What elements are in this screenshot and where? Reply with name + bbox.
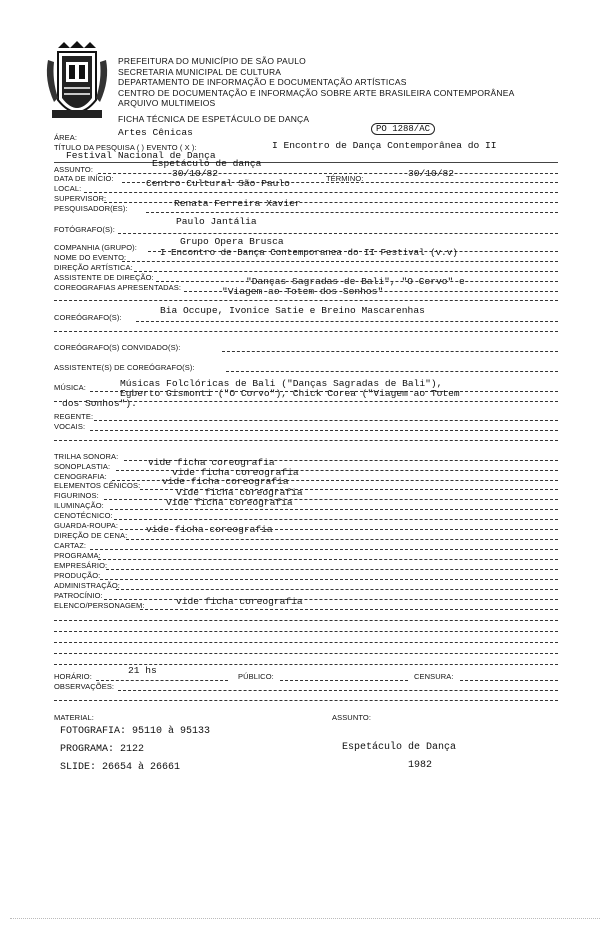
- musica-value-line2: Egberto Gismonti ("O Corvo"), Chick Corea ("Viagem ao Totem: [120, 388, 460, 399]
- direcao-artistica-label: DIREÇÃO ARTÍSTICA:: [54, 263, 133, 272]
- header-line: PREFEITURA DO MUNICÍPIO DE SÃO PAULO: [118, 56, 306, 66]
- termino-value: 30/10/82: [408, 168, 455, 179]
- elenco-value: vide ficha coreografia: [176, 596, 303, 607]
- elementos-label: ELEMENTOS CÊNICOS:: [54, 481, 141, 490]
- fotografia-entry: FOTOGRAFIA: 95110 à 95133: [60, 726, 211, 737]
- horario-label: HORÁRIO:: [54, 672, 92, 681]
- pesquisadores-label: PESQUISADOR(ES):: [54, 204, 128, 213]
- rule: [140, 609, 558, 610]
- censura-label: CENSURA:: [414, 672, 454, 681]
- catalog-stamp: PO 1288/AC: [371, 123, 435, 135]
- rule: [120, 529, 558, 530]
- musica-value-line3: dos Sonhos").: [62, 398, 137, 409]
- patrocinio-label: PATROCÍNIO:: [54, 591, 103, 600]
- rule: [54, 620, 558, 621]
- termino-label: TÉRMINO:: [326, 174, 364, 183]
- companhia-label: COMPANHIA (GRUPO):: [54, 243, 137, 252]
- titulo-value-line2: Festival Nacional de Dança: [66, 150, 216, 161]
- data-inicio-label: DATA DE INÍCIO:: [54, 174, 114, 183]
- elenco-label: ELENCO/PERSONAGEM:: [54, 601, 145, 610]
- header-line: DEPARTAMENTO DE INFORMAÇÃO E DOCUMENTAÇÃO ARTÍSTICAS: [118, 77, 407, 87]
- observacoes-label: OBSERVAÇÕES:: [54, 682, 115, 691]
- rule: [96, 680, 228, 681]
- programa-label: PROGRAMA:: [54, 551, 101, 560]
- local-value: Centro Cultural São Paulo: [146, 178, 290, 189]
- sonoplastia-value: vide ficha coreografia: [148, 457, 275, 468]
- rule: [84, 192, 558, 193]
- rule: [118, 233, 558, 234]
- rule: [90, 430, 558, 431]
- producao-label: PRODUÇÃO:: [54, 571, 101, 580]
- rule: [280, 680, 408, 681]
- assunto-value: Espetáculo de dança: [152, 158, 262, 169]
- rule: [54, 653, 558, 654]
- publico-label: PÚBLICO:: [238, 672, 274, 681]
- rule: [118, 690, 558, 691]
- rule: [156, 281, 558, 282]
- programa-entry: PROGRAMA: 2122: [60, 744, 145, 755]
- companhia-value: Grupo Opera Brusca: [180, 236, 284, 247]
- slide-entry: SLIDE: 26654 à 26661: [60, 762, 181, 773]
- supervisor-label: SUPERVISOR:: [54, 194, 107, 203]
- coreografo-value: Bia Occupe, Ivonice Satie e Breino Mascarenhas: [160, 305, 425, 316]
- rule: [126, 539, 558, 540]
- cenografia-value: vide ficha coreografia: [172, 467, 299, 478]
- rule: [54, 331, 558, 332]
- assistente-coreografo-label: ASSISTENTE(S) DE COREÓGRAFO(S):: [54, 363, 195, 372]
- assunto2-label: ASSUNTO:: [332, 713, 372, 722]
- figurinos-value: vide ficha coreografia: [176, 487, 303, 498]
- vocais-label: VOCAIS:: [54, 422, 86, 431]
- assistente-direcao-label: ASSISTENTE DE DIREÇÃO:: [54, 273, 154, 282]
- coreografias-label: COREOGRAFIAS APRESENTADAS:: [54, 283, 182, 292]
- header-block: [118, 56, 514, 109]
- rule: [54, 700, 558, 701]
- material-label: MATERIAL:: [54, 713, 94, 722]
- rule: [222, 351, 558, 352]
- coreografias-value-line2: "Viagem ao Totem dos Sonhos": [222, 286, 384, 297]
- cartaz-label: CARTAZ:: [54, 541, 87, 550]
- area-value: Artes Cênicas: [118, 127, 193, 138]
- iluminacao-value: vide ficha coreografia: [166, 497, 293, 508]
- rule: [116, 589, 558, 590]
- figurinos-label: FIGURINOS:: [54, 491, 99, 500]
- rule: [98, 559, 558, 560]
- elementos-value: vide ficha coreografia: [162, 476, 289, 487]
- administracao-label: ADMINISTRAÇÃO:: [54, 581, 120, 590]
- titulo-value-line1: I Encontro de Dança Contemporânea do II: [272, 140, 497, 151]
- coreografos-convidados-label: COREÓGRAFO(S) CONVIDADO(S):: [54, 343, 181, 352]
- rule: [54, 300, 558, 301]
- guarda-roupa-value: vide ficha coreografia: [146, 524, 273, 535]
- header-line: SECRETARIA MUNICIPAL DE CULTURA: [118, 66, 282, 77]
- data-inicio-value: 30/10/82: [172, 168, 219, 179]
- coreografo-label: COREÓGRAFO(S):: [54, 313, 122, 322]
- direcao-cena-label: DIREÇÃO DE CENA:: [54, 531, 128, 540]
- horario-value: 21 hs: [128, 665, 157, 676]
- rule: [110, 509, 558, 510]
- rule: [54, 440, 558, 441]
- area-label: ÁREA:: [54, 133, 78, 142]
- rule: [136, 321, 558, 322]
- rule: [184, 291, 558, 292]
- rule: [226, 371, 558, 372]
- rule: [54, 642, 558, 643]
- local-label: LOCAL:: [54, 184, 82, 193]
- rule: [460, 680, 558, 681]
- titulo-label: TÍTULO DA PESQUISA ( ) EVENTO ( X ):: [54, 143, 197, 152]
- rule: [90, 549, 558, 550]
- sonoplastia-label: SONOPLASTIA:: [54, 462, 111, 471]
- rule: [100, 579, 558, 580]
- header-line: ARQUIVO MULTIMEIOS: [118, 98, 216, 108]
- scan-edge: [10, 918, 600, 919]
- rule: [122, 261, 558, 262]
- form-title: FICHA TÉCNICA DE ESPETÁCULO DE DANÇA: [118, 114, 310, 124]
- rule: [90, 391, 558, 392]
- trilha-label: TRILHA SONORA:: [54, 452, 119, 461]
- nome-evento-label: NOME DO EVENTO:: [54, 253, 127, 262]
- assunto-label: ASSUNTO:: [54, 165, 94, 174]
- ano-entry: 1982: [408, 760, 433, 771]
- rule: [134, 271, 558, 272]
- rule: [54, 631, 558, 632]
- fotografo-label: FOTÓGRAFO(S):: [54, 225, 115, 234]
- rule: [94, 420, 558, 421]
- rule: [104, 599, 558, 600]
- rule: [106, 569, 558, 570]
- rule: [54, 162, 558, 163]
- iluminacao-label: ILUMINAÇÃO:: [54, 501, 104, 510]
- musica-value-line1: Músicas Folclóricas de Bali ("Danças Sagradas de Bali"),: [120, 378, 443, 389]
- coreografias-value-line1: "Danças Sagradas de Bali", "O Corvo" e: [246, 276, 465, 287]
- fotografo-value: Paulo Jantália: [176, 216, 257, 227]
- rule: [54, 401, 558, 402]
- musica-label: MÚSICA:: [54, 383, 86, 392]
- nome-evento-value: I Encontro de Dança Contemporanea do II Festival (v.v): [160, 247, 458, 258]
- cenografia-label: CENOGRAFIA:: [54, 472, 107, 481]
- regente-label: REGENTE:: [54, 412, 94, 421]
- rule: [114, 519, 558, 520]
- assunto-entry: Espetáculo de Dança: [342, 742, 457, 753]
- rule: [146, 212, 558, 213]
- empresario-label: EMPRESÁRIO:: [54, 561, 108, 570]
- coat-of-arms-logo: [44, 40, 110, 128]
- rule: [104, 202, 558, 203]
- header-line: CENTRO DE DOCUMENTAÇÃO E INFORMAÇÃO SOBRE ARTE BRASILEIRA CONTEMPORÂNEA: [118, 87, 515, 98]
- pesquisadores-value: Renata Ferreira Xavier: [174, 198, 301, 209]
- cenotecnico-label: CENOTÉCNICO:: [54, 511, 113, 520]
- guarda-roupa-label: GUARDA-ROUPA:: [54, 521, 119, 530]
